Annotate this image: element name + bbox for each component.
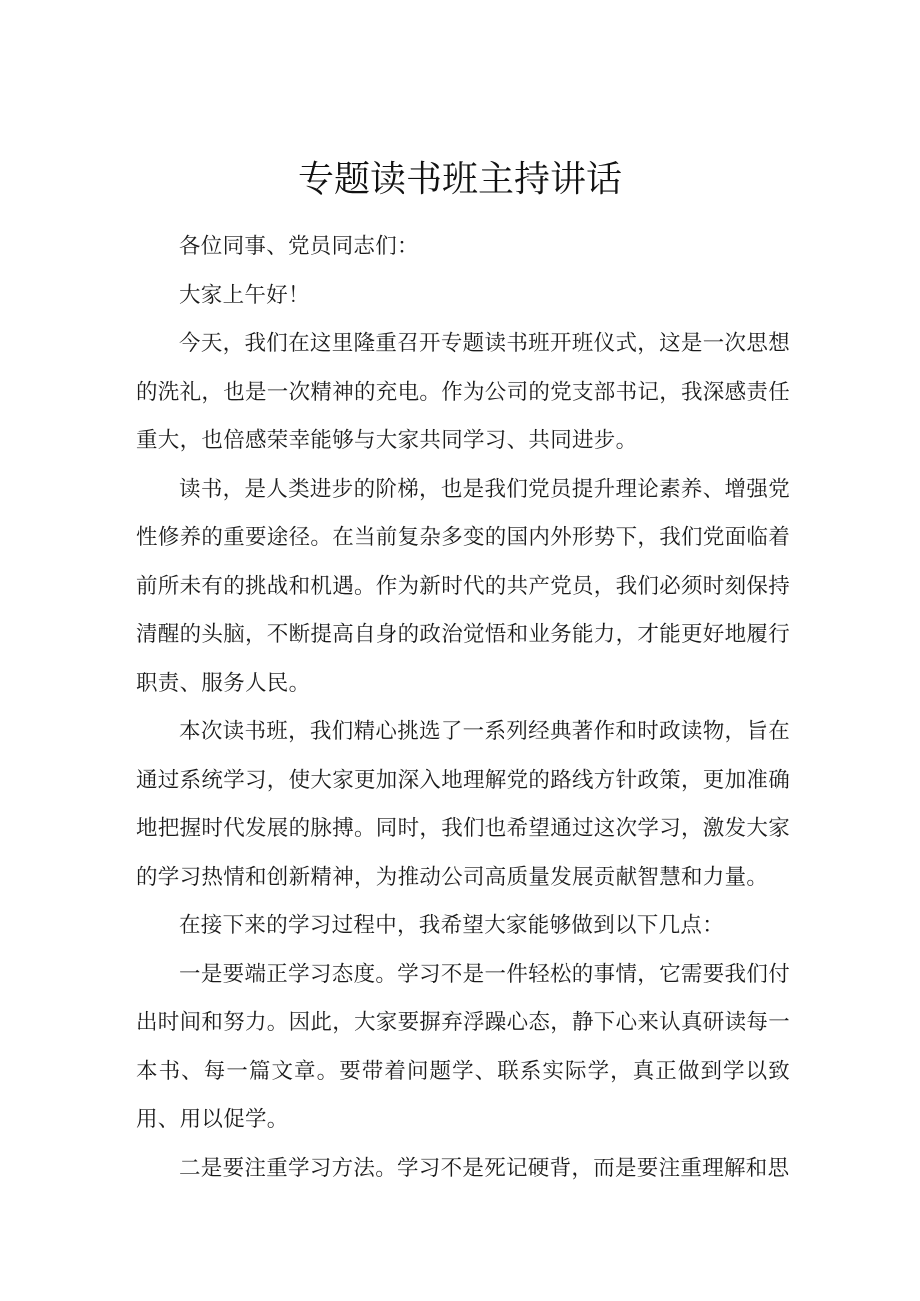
reading-importance-paragraph: 读书，是人类进步的阶梯，也是我们党员提升理论素养、增强党性修养的重要途径。在当前复杂多变的国内外形势下，我们党面临着前所未有的挑战和机遇。作为新时代的共产党员，我们必须时刻保持清醒的头脑，不断提高自身的政治觉悟和业务能力，才能更好地履行职责、服务人民。 [136, 476, 791, 696]
expectations-intro-paragraph: 在接下来的学习过程中，我希望大家能够做到以下几点： [179, 913, 725, 938]
opening-paragraph: 今天，我们在这里隆重召开专题读书班开班仪式，这是一次思想的洗礼，也是一次精神的充电。作为公司的党支部书记，我深感责任重大，也倍感荣幸能够与大家共同学习、共同进步。 [136, 331, 791, 453]
point-one-paragraph: 一是要端正学习态度。学习不是一件轻松的事情，它需要我们付出时间和努力。因此，大家要摒弃浮躁心态，静下心来认真研读每一本书、每一篇文章。要带着问题学、联系实际学，真正做到学以致用、用以促学。 [136, 961, 791, 1132]
document-body [136, 223, 790, 1193]
reading-class-paragraph: 本次读书班，我们精心挑选了一系列经典著作和时政读物，旨在通过系统学习，使大家更加深入地理解党的路线方针政策，更加准确地把握时代发展的脉搏。同时，我们也希望通过这次学习，激发大家的学习热情和创新精神，为推动公司高质量发展贡献智慧和力量。 [136, 719, 791, 890]
point-two-paragraph: 二是要注重学习方法。学习不是死记硬背，而是要注重理解和思 [179, 1155, 790, 1181]
salutation-paragraph: 大家上午好！ [179, 282, 310, 308]
document-title: 专题读书班主持讲话 [297, 159, 622, 200]
greeting-paragraph: 各位同事、党员同志们： [179, 234, 419, 259]
